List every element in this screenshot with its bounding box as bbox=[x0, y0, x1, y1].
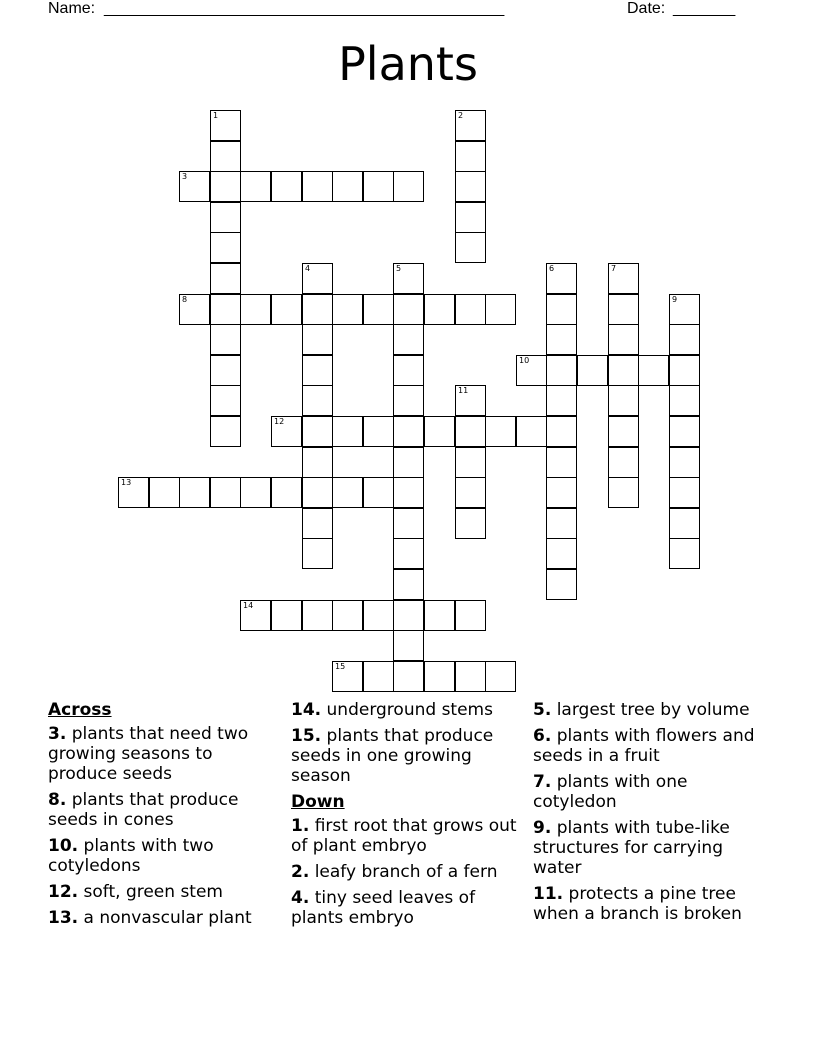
grid-cell[interactable] bbox=[302, 294, 333, 325]
across-heading: Across bbox=[48, 700, 112, 720]
grid-cell[interactable] bbox=[546, 385, 577, 416]
grid-cell[interactable] bbox=[608, 324, 639, 355]
clue-item-text: tiny seed leaves of plants embryo bbox=[291, 888, 476, 928]
clue-item-text: plants that produce seeds in one growing season bbox=[291, 726, 494, 786]
grid-cell[interactable] bbox=[240, 294, 271, 325]
clue-number: 10 bbox=[519, 356, 530, 365]
grid-cell[interactable] bbox=[210, 141, 241, 172]
name-line[interactable]: ______________________________________________ bbox=[104, 0, 505, 17]
grid-cell[interactable] bbox=[271, 416, 302, 447]
grid-cell[interactable] bbox=[393, 508, 424, 539]
across-clue-list-continued bbox=[291, 700, 523, 786]
grid-cell[interactable] bbox=[608, 263, 639, 294]
clue-item bbox=[533, 700, 773, 720]
clue-number: 6 bbox=[549, 264, 555, 273]
grid-cell[interactable] bbox=[455, 171, 486, 202]
grid-cell[interactable] bbox=[210, 263, 241, 294]
clue-item-number: 4. bbox=[291, 888, 310, 908]
clue-item-number: 6. bbox=[533, 726, 552, 746]
grid-cell[interactable] bbox=[608, 447, 639, 478]
grid-cell[interactable] bbox=[546, 477, 577, 508]
grid-cell[interactable] bbox=[302, 324, 333, 355]
grid-cell[interactable] bbox=[210, 477, 241, 508]
grid-cell[interactable] bbox=[485, 294, 516, 325]
grid-cell[interactable] bbox=[393, 447, 424, 478]
grid-cell[interactable] bbox=[302, 538, 333, 569]
grid-cell[interactable] bbox=[210, 294, 241, 325]
grid-cell[interactable] bbox=[455, 110, 486, 141]
grid-cell[interactable] bbox=[424, 416, 455, 447]
clue-number: 15 bbox=[335, 662, 346, 671]
clue-item-number: 7. bbox=[533, 772, 552, 792]
grid-cell[interactable] bbox=[302, 600, 333, 631]
clue-item-text: largest tree by volume bbox=[551, 700, 750, 720]
grid-cell[interactable] bbox=[455, 294, 486, 325]
grid-cell[interactable] bbox=[669, 508, 700, 539]
grid-cell[interactable] bbox=[546, 569, 577, 600]
grid-cell[interactable] bbox=[608, 416, 639, 447]
grid-cell[interactable] bbox=[485, 416, 516, 447]
date-line[interactable]: _______ bbox=[673, 0, 736, 17]
grid-cell[interactable] bbox=[210, 171, 241, 202]
clue-item bbox=[48, 908, 278, 928]
clue-number: 13 bbox=[121, 478, 132, 487]
clue-item-number: 1. bbox=[291, 816, 310, 836]
grid-cell[interactable] bbox=[302, 477, 333, 508]
grid-cell[interactable] bbox=[546, 538, 577, 569]
grid-cell[interactable] bbox=[393, 661, 424, 692]
clue-item-number: 9. bbox=[533, 818, 552, 838]
clue-item bbox=[48, 790, 278, 830]
grid-cell[interactable] bbox=[546, 508, 577, 539]
clue-item-number: 12. bbox=[48, 882, 79, 902]
grid-cell[interactable] bbox=[669, 385, 700, 416]
clue-item-text: plants with tube-like structures for carrying water bbox=[533, 818, 730, 878]
grid-cell[interactable] bbox=[669, 355, 700, 386]
clue-number: 12 bbox=[274, 417, 285, 426]
grid-cell[interactable] bbox=[546, 324, 577, 355]
grid-cell[interactable] bbox=[240, 600, 271, 631]
grid-cell[interactable] bbox=[332, 477, 363, 508]
clue-item bbox=[48, 724, 278, 784]
grid-cell[interactable] bbox=[271, 477, 302, 508]
grid-cell[interactable] bbox=[393, 630, 424, 661]
clue-item-text: plants with two cotyledons bbox=[48, 836, 214, 876]
clue-number: 3 bbox=[182, 172, 188, 181]
grid-cell[interactable] bbox=[332, 294, 363, 325]
grid-cell[interactable] bbox=[210, 232, 241, 263]
grid-cell[interactable] bbox=[363, 661, 394, 692]
down-heading: Down bbox=[291, 792, 345, 812]
grid-cell[interactable] bbox=[240, 171, 271, 202]
grid-cell[interactable] bbox=[455, 202, 486, 233]
grid-cell[interactable] bbox=[302, 447, 333, 478]
grid-cell[interactable] bbox=[577, 355, 608, 386]
grid-cell[interactable] bbox=[179, 171, 210, 202]
grid-cell[interactable] bbox=[210, 385, 241, 416]
grid-cell[interactable] bbox=[455, 416, 486, 447]
grid-cell[interactable] bbox=[363, 171, 394, 202]
grid-cell[interactable] bbox=[393, 477, 424, 508]
clue-column-1 bbox=[48, 700, 278, 934]
clue-item-number: 15. bbox=[291, 726, 322, 746]
grid-cell[interactable] bbox=[179, 477, 210, 508]
grid-cell[interactable] bbox=[608, 355, 639, 386]
clue-item-number: 10. bbox=[48, 836, 79, 856]
grid-cell[interactable] bbox=[393, 263, 424, 294]
down-clue-list-continued bbox=[533, 700, 773, 924]
clue-item-text: a nonvascular plant bbox=[78, 908, 252, 928]
grid-cell[interactable] bbox=[393, 600, 424, 631]
grid-cell[interactable] bbox=[638, 355, 669, 386]
clue-number: 11 bbox=[458, 386, 469, 395]
grid-cell[interactable] bbox=[485, 661, 516, 692]
clue-item bbox=[533, 772, 773, 812]
clue-item bbox=[533, 726, 773, 766]
grid-cell[interactable] bbox=[271, 600, 302, 631]
grid-cell[interactable] bbox=[332, 661, 363, 692]
clue-number: 1 bbox=[213, 111, 219, 120]
grid-cell[interactable] bbox=[302, 263, 333, 294]
across-clue-list bbox=[48, 724, 278, 928]
grid-cell[interactable] bbox=[332, 600, 363, 631]
clue-column-3 bbox=[533, 700, 773, 930]
grid-cell[interactable] bbox=[455, 508, 486, 539]
clue-item bbox=[291, 888, 523, 928]
clue-number: 2 bbox=[458, 111, 464, 120]
grid-cell[interactable] bbox=[455, 141, 486, 172]
page-title: Plants bbox=[338, 37, 478, 91]
clue-number: 14 bbox=[243, 601, 254, 610]
clue-item-text: plants that need two growing seasons to produce seeds bbox=[48, 724, 249, 784]
grid-cell[interactable] bbox=[608, 294, 639, 325]
grid-cell[interactable] bbox=[424, 661, 455, 692]
clue-item-number: 13. bbox=[48, 908, 79, 928]
grid-cell[interactable] bbox=[669, 538, 700, 569]
grid-cell[interactable] bbox=[210, 355, 241, 386]
clue-item-number: 5. bbox=[533, 700, 552, 720]
grid-cell[interactable] bbox=[302, 508, 333, 539]
grid-cell[interactable] bbox=[363, 416, 394, 447]
grid-cell[interactable] bbox=[546, 263, 577, 294]
grid-cell[interactable] bbox=[393, 171, 424, 202]
grid-cell[interactable] bbox=[455, 447, 486, 478]
name-label: Name: bbox=[48, 0, 96, 17]
grid-cell[interactable] bbox=[546, 416, 577, 447]
grid-cell[interactable] bbox=[302, 171, 333, 202]
grid-cell[interactable] bbox=[669, 477, 700, 508]
clue-item-text: first root that grows out of plant embryo bbox=[291, 816, 517, 856]
grid-cell[interactable] bbox=[424, 294, 455, 325]
grid-cell[interactable] bbox=[332, 416, 363, 447]
grid-cell[interactable] bbox=[210, 202, 241, 233]
grid-cell[interactable] bbox=[455, 661, 486, 692]
grid-cell[interactable] bbox=[118, 477, 149, 508]
grid-cell[interactable] bbox=[669, 416, 700, 447]
grid-cell[interactable] bbox=[393, 355, 424, 386]
grid-cell[interactable] bbox=[393, 385, 424, 416]
grid-cell[interactable] bbox=[393, 569, 424, 600]
grid-cell[interactable] bbox=[363, 294, 394, 325]
clue-item-number: 3. bbox=[48, 724, 67, 744]
grid-cell[interactable] bbox=[424, 600, 455, 631]
grid-cell[interactable] bbox=[302, 355, 333, 386]
grid-cell[interactable] bbox=[669, 294, 700, 325]
clue-item bbox=[533, 884, 773, 924]
grid-cell[interactable] bbox=[455, 385, 486, 416]
clue-number: 7 bbox=[611, 264, 617, 273]
grid-cell[interactable] bbox=[240, 477, 271, 508]
grid-cell[interactable] bbox=[210, 324, 241, 355]
clue-number: 8 bbox=[182, 295, 188, 304]
clue-item bbox=[291, 816, 523, 856]
clue-item-text: protects a pine tree when a branch is broken bbox=[533, 884, 742, 924]
clue-item-number: 11. bbox=[533, 884, 564, 904]
clue-item bbox=[48, 882, 278, 902]
clue-number: 4 bbox=[305, 264, 311, 273]
down-clue-list bbox=[291, 816, 523, 928]
grid-cell[interactable] bbox=[210, 110, 241, 141]
clue-number: 5 bbox=[396, 264, 402, 273]
grid-cell[interactable] bbox=[455, 600, 486, 631]
clue-item-text: soft, green stem bbox=[78, 882, 223, 902]
clue-item-number: 8. bbox=[48, 790, 67, 810]
clue-item bbox=[291, 862, 523, 882]
clue-item bbox=[291, 700, 523, 720]
clue-column-2 bbox=[291, 700, 523, 934]
clue-item bbox=[291, 726, 523, 786]
grid-cell[interactable] bbox=[271, 171, 302, 202]
grid-cell[interactable] bbox=[179, 294, 210, 325]
grid-cell[interactable] bbox=[608, 385, 639, 416]
grid-cell[interactable] bbox=[546, 294, 577, 325]
clue-item-text: leafy branch of a fern bbox=[309, 862, 498, 882]
clue-item-text: plants with flowers and seeds in a fruit bbox=[533, 726, 755, 766]
clue-item-number: 2. bbox=[291, 862, 310, 882]
grid-cell[interactable] bbox=[363, 600, 394, 631]
clue-item-text: plants that produce seeds in cones bbox=[48, 790, 239, 830]
grid-cell[interactable] bbox=[393, 416, 424, 447]
grid-cell[interactable] bbox=[363, 477, 394, 508]
clue-item-text: underground stems bbox=[321, 700, 493, 720]
grid-cell[interactable] bbox=[455, 477, 486, 508]
grid-cell[interactable] bbox=[516, 416, 547, 447]
grid-cell[interactable] bbox=[332, 171, 363, 202]
clue-item bbox=[533, 818, 773, 878]
grid-cell[interactable] bbox=[271, 294, 302, 325]
grid-cell[interactable] bbox=[516, 355, 547, 386]
grid-cell[interactable] bbox=[546, 355, 577, 386]
grid-cell[interactable] bbox=[302, 416, 333, 447]
clue-item bbox=[48, 836, 278, 876]
grid-cell[interactable] bbox=[455, 232, 486, 263]
grid-cell[interactable] bbox=[393, 324, 424, 355]
clue-item-text: plants with one cotyledon bbox=[533, 772, 688, 812]
grid-cell[interactable] bbox=[302, 385, 333, 416]
grid-cell[interactable] bbox=[669, 324, 700, 355]
grid-cell[interactable] bbox=[546, 447, 577, 478]
grid-cell[interactable] bbox=[608, 477, 639, 508]
grid-cell[interactable] bbox=[393, 294, 424, 325]
clue-number: 9 bbox=[672, 295, 678, 304]
clue-item-number: 14. bbox=[291, 700, 322, 720]
grid-cell[interactable] bbox=[149, 477, 180, 508]
grid-cell[interactable] bbox=[393, 538, 424, 569]
grid-cell[interactable] bbox=[210, 416, 241, 447]
date-label: Date: bbox=[627, 0, 666, 17]
grid-cell[interactable] bbox=[669, 447, 700, 478]
